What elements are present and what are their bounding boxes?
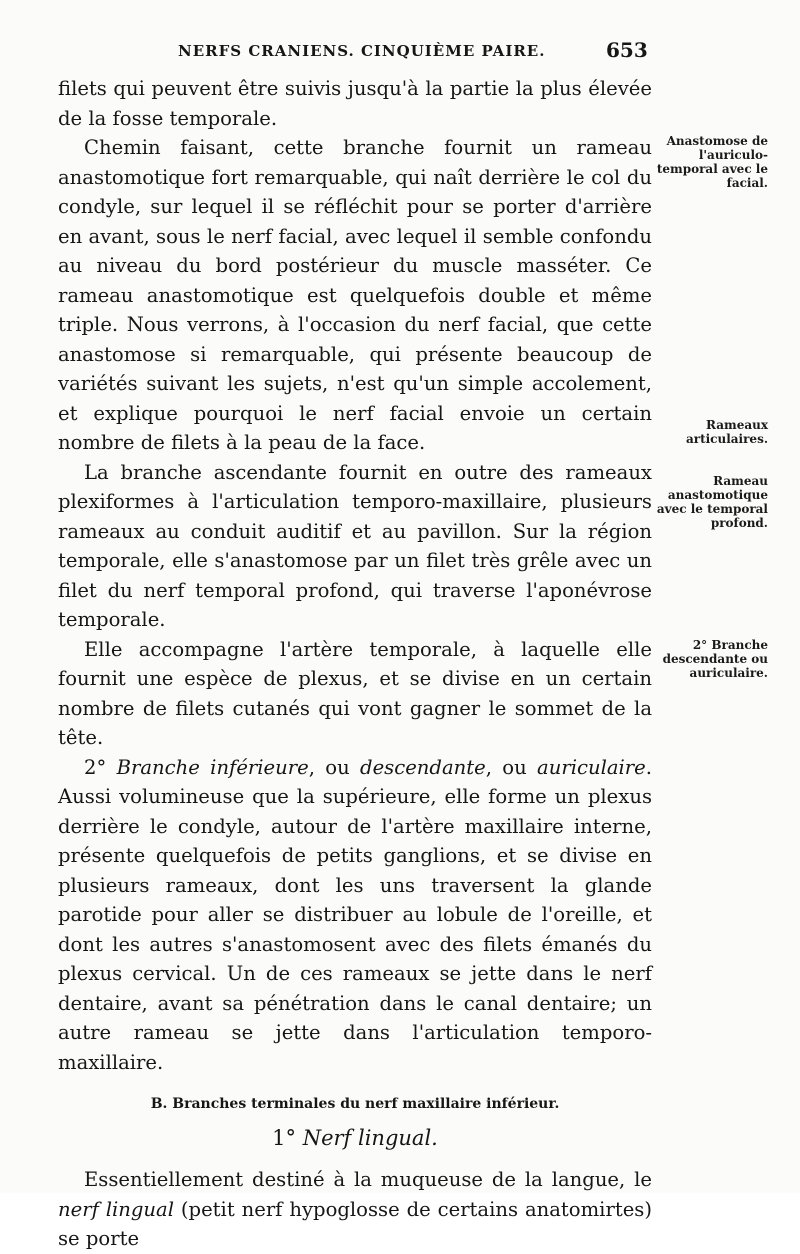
margin-note-branche-descendante: 2° Branche descendante ou auriculaire. — [662, 638, 768, 680]
paragraph-6-italic: nerf lingual — [58, 1197, 174, 1221]
sep-2: , ou — [485, 755, 538, 779]
sep-1: , ou — [308, 755, 361, 779]
branch-name-3: auriculaire — [537, 755, 646, 779]
section-number: 1° — [272, 1126, 303, 1150]
paragraph-6-b: (petit nerf hypoglosse de certains anatomirtes) se porte — [58, 1197, 652, 1250]
paragraph-4: Elle accompagne l'artère temporale, à laquelle elle fournit une espèce de plexus, et se divise en un certain nombre de filets cutanés qui vont gagner le sommet de la tête. — [58, 637, 652, 749]
branch-name-2: descendante — [360, 755, 486, 779]
paragraph-6 — [58, 1165, 652, 1254]
running-title: NERFS CRANIENS. CINQUIÈME PAIRE. — [178, 42, 546, 60]
margin-note-rameau-temporal: Rameau anastomotique avec le temporal profond. — [656, 474, 768, 530]
main-text — [58, 74, 652, 1254]
paragraph-1: filets qui peuvent être suivis jusqu'à la partie la plus élevée de la fosse temporale. — [58, 77, 652, 130]
branch-number: 2° — [84, 755, 117, 779]
margin-note-rameaux: Rameaux articulaires. — [685, 418, 768, 446]
branch-name-1: Branche inférieure — [116, 755, 309, 779]
section-heading-lingual — [58, 1123, 652, 1153]
paragraph-5-text: . Aussi volumineuse que la supérieure, elle forme un plexus derrière le condyle, autour de l'artère maxillaire interne, présente quelquefois de petits ganglions, et se divise en plusieurs rameaux, dont les uns traversent la glande parotide pour aller se distribuer au lobule de l'oreille, et dont les autres s'anastomosent avec des filets émanés du plexus cervical. Un de ces rameaux se jette dans le nerf dentaire, avant sa pénétration dans le canal dentaire; un autre rameau se jette dans l'articulation temporo-maxillaire. — [58, 755, 652, 1074]
paragraph-5 — [58, 753, 652, 1078]
section-title: Nerf lingual. — [302, 1126, 438, 1150]
paragraph-6-a: Essentiellement destiné à la muqueuse de la langue, le — [84, 1168, 652, 1191]
paragraph-3: La branche ascendante fournit en outre des rameaux plexiformes à l'articulation temporo-maxillaire, plusieurs rameaux au conduit auditif et au pavillon. Sur la région temporale, elle s'anastomose par un filet très grêle avec un filet du nerf temporal profond, qui traverse l'aponévrose temporale. — [58, 460, 652, 631]
page-number: 653 — [606, 38, 648, 62]
margin-note-anastomose: Anastomose de l'auriculo-temporal avec le facial. — [656, 134, 768, 190]
paragraph-2: Chemin faisant, cette branche fournit un rameau anastomotique fort remarquable, qui naît derrière le col du condyle, sur lequel il se réfléchit pour se porter d'arrière en avant, sous le nerf facial, avec lequel il semble confondu au niveau du bord postérieur du muscle masséter. Ce rameau anastomotique est quelquefois double et même triple. Nous verrons, à l'occasion du nerf facial, que cette anastomose si remarquable, qui présente beaucoup de variétés suivant les sujets, n'est qu'un simple accolement, et explique pourquoi le nerf facial envoie un certain nombre de filets à la peau de la face. — [58, 136, 652, 454]
section-heading-b: B. Branches terminales du nerf maxillaire inférieur. — [150, 1096, 560, 1112]
